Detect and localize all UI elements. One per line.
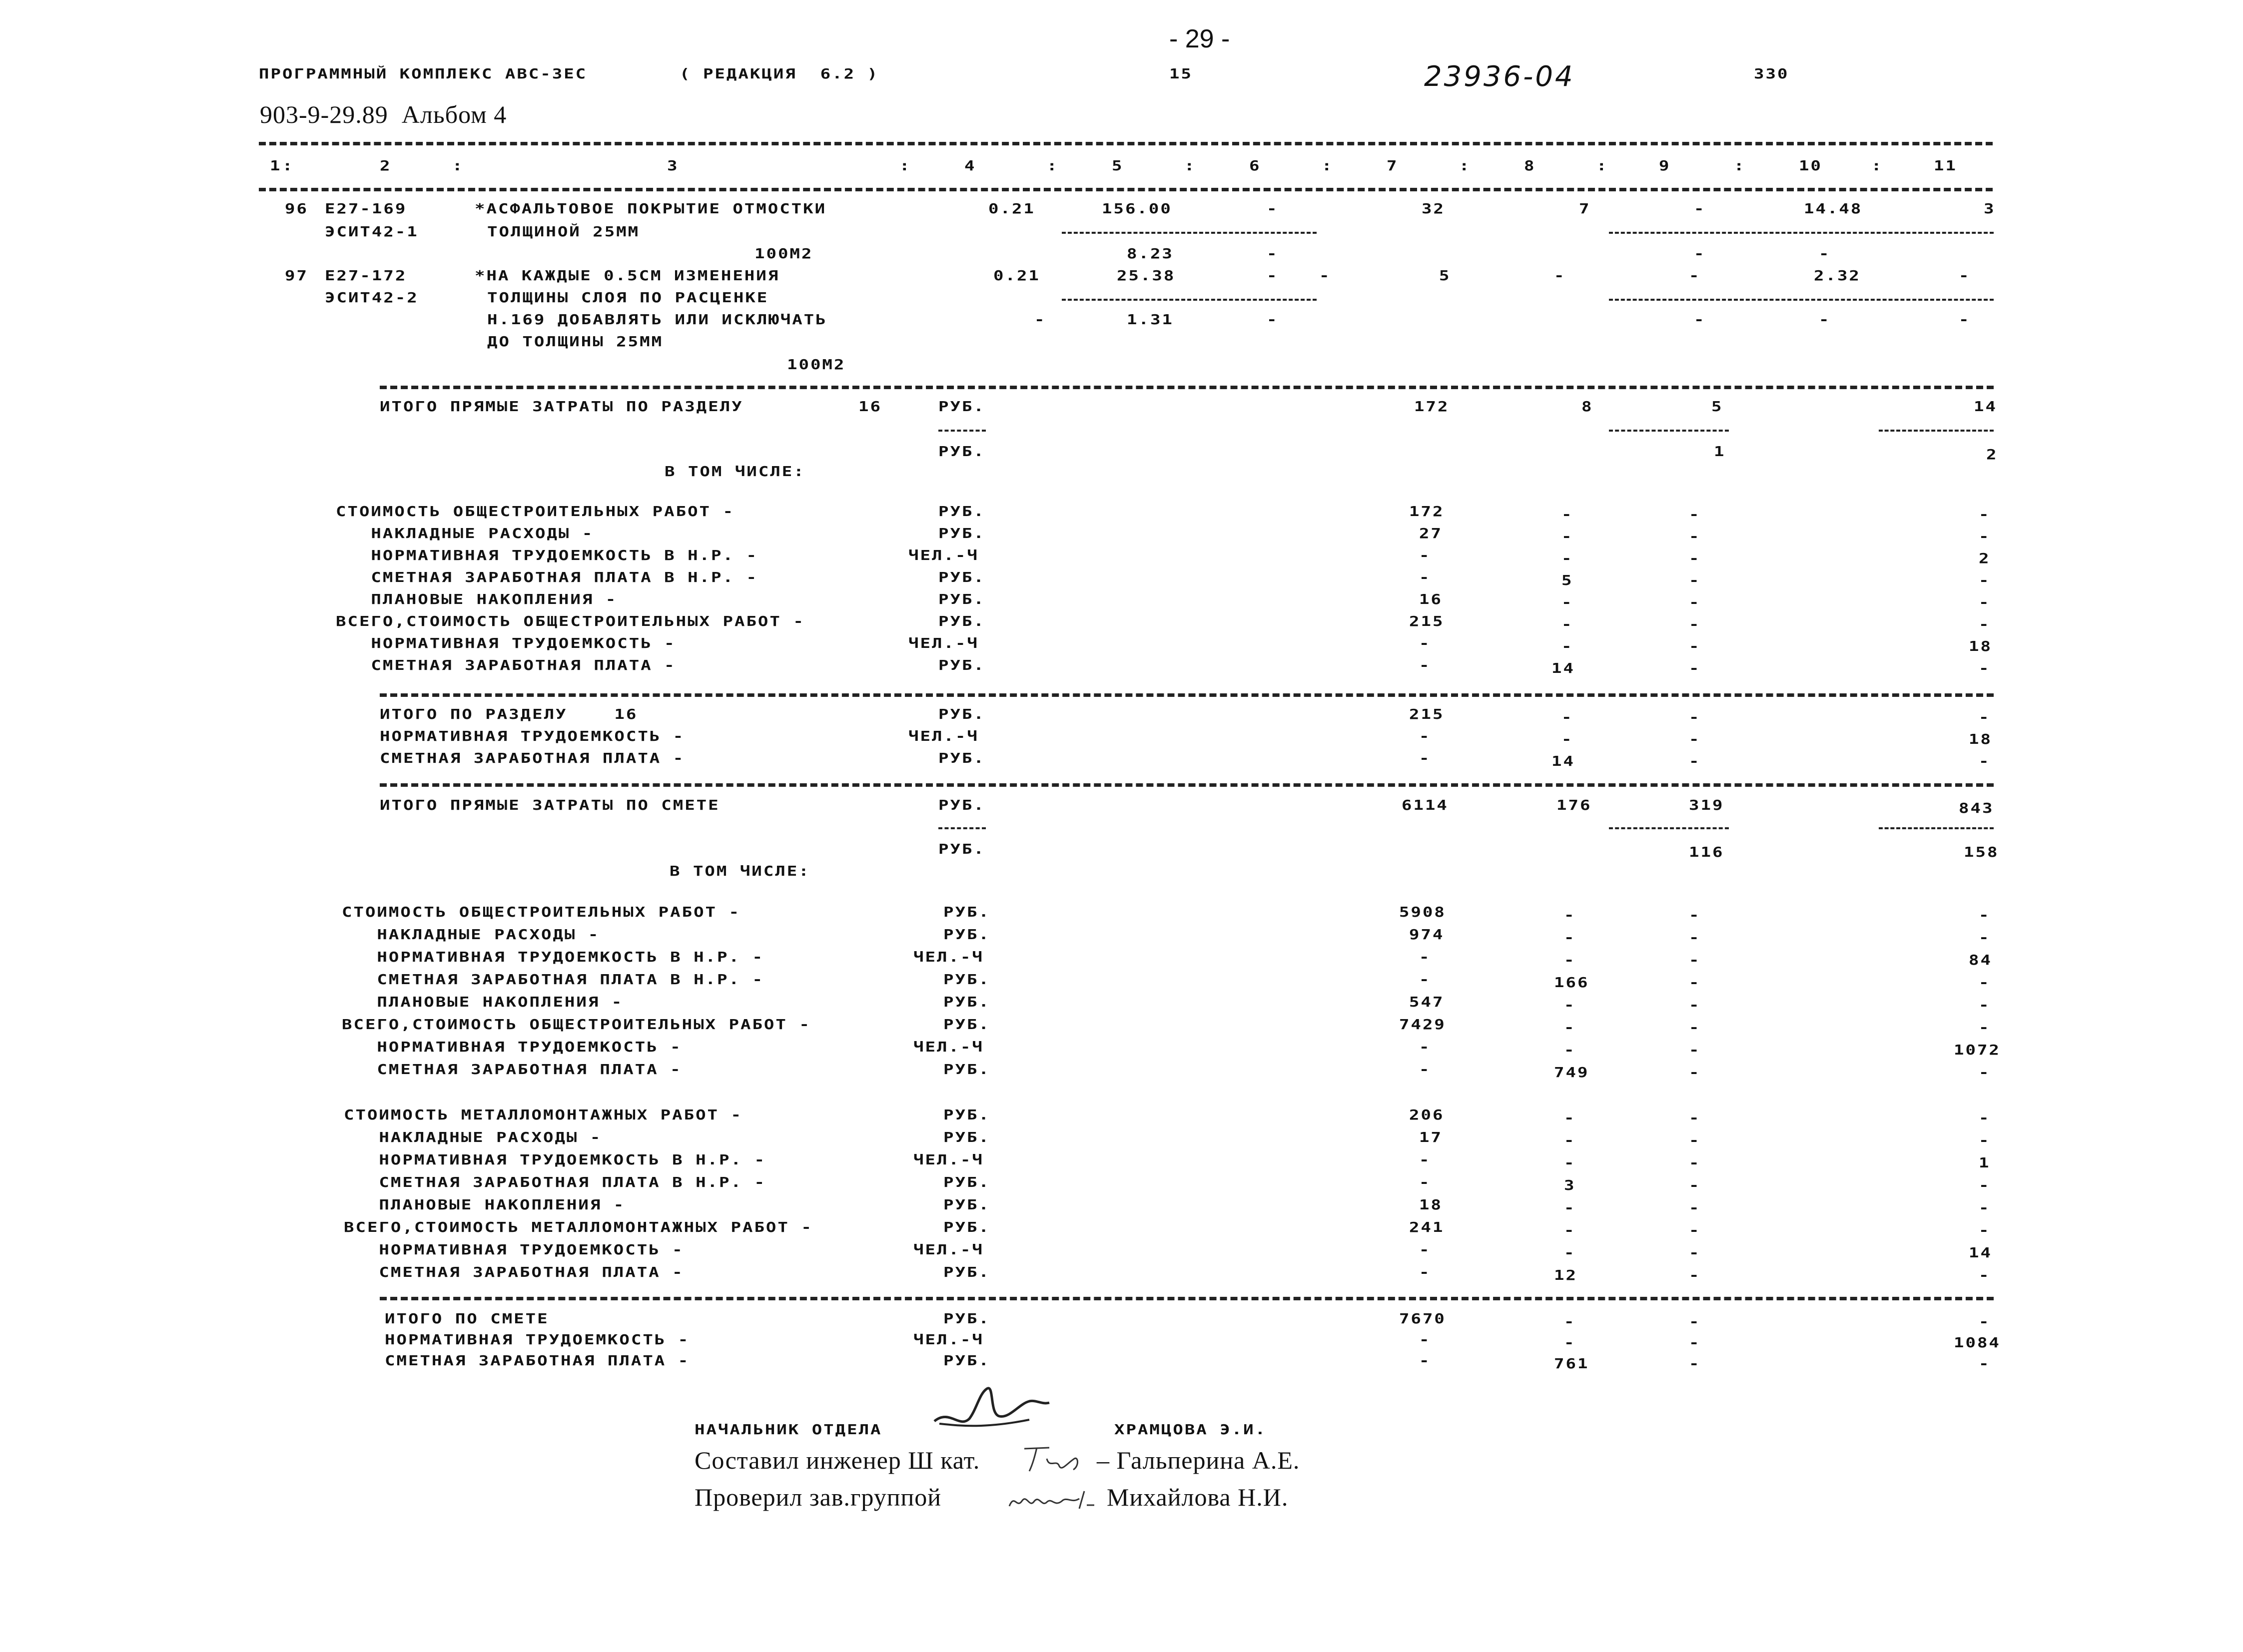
item-number: 96 <box>285 200 308 217</box>
section-total-number: 16 <box>858 398 882 415</box>
cost-col8: 14 <box>1551 753 1575 770</box>
cost-col11: - <box>1979 1355 1991 1372</box>
item-col10-b: - <box>1819 311 1831 328</box>
cost-unit: РУБ. <box>943 1352 990 1369</box>
cost-col7: 241 <box>1409 1219 1445 1236</box>
item-description: ТОЛЩИНОЙ 25ММ <box>487 223 640 240</box>
cost-col8: - <box>1564 1199 1576 1216</box>
cost-label: СМЕТНАЯ ЗАРАБОТНАЯ ПЛАТА - <box>342 1061 682 1078</box>
row-divider <box>1609 299 1994 301</box>
col-header-5: 5 <box>1112 157 1124 174</box>
col-separator: : <box>1047 157 1059 174</box>
cost-col9: - <box>1689 952 1701 969</box>
sub-divider <box>938 430 986 432</box>
cost-col11: 18 <box>1969 638 1992 655</box>
sub-divider <box>1879 827 1994 829</box>
cost-col9: - <box>1689 1222 1701 1239</box>
cost-col7: - <box>1419 569 1431 586</box>
cost-col9: - <box>1689 1132 1701 1149</box>
cost-col11: - <box>1979 594 1991 611</box>
cost-col8: - <box>1564 1313 1576 1330</box>
col-separator: : <box>1596 157 1608 174</box>
head-signature <box>929 1374 1059 1444</box>
item-col8: 7 <box>1579 200 1591 217</box>
cost-unit: РУБ. <box>943 971 990 988</box>
program-name: ПРОГРАММНЫЙ КОМПЛЕКС АВС-3ЕС <box>259 65 588 82</box>
cost-col11: - <box>1979 1064 1991 1081</box>
cost-label: НОРМАТИВНАЯ ТРУДОЕМКОСТЬ В Н.Р. - <box>342 949 764 966</box>
cost-col9: - <box>1689 731 1701 748</box>
section-total-col9: 5 <box>1711 398 1723 415</box>
cost-col8: - <box>1564 1222 1576 1239</box>
compiled-title: Составил инженер Ш кат. <box>695 1446 980 1474</box>
cost-col7: - <box>1419 750 1431 767</box>
including-label: В ТОМ ЧИСЛЕ: <box>665 463 805 480</box>
cost-unit: РУБ. <box>943 1219 990 1236</box>
estimate-total-col11-b: 158 <box>1964 844 1999 861</box>
item-col7: 5 <box>1439 267 1451 284</box>
cost-col8: - <box>1561 616 1573 633</box>
section-total-col9-b: 1 <box>1714 443 1726 460</box>
cost-unit: ЧЕЛ.-Ч <box>908 635 979 652</box>
cost-label: ВСЕГО,СТОИМОСТЬ ОБЩЕСТРОИТЕЛЬНЫХ РАБОТ - <box>342 1016 811 1033</box>
cost-col7: 17 <box>1419 1129 1443 1146</box>
cost-col11: - <box>1979 1019 1991 1036</box>
cost-col7: - <box>1419 1174 1431 1191</box>
cost-col9: - <box>1689 709 1701 726</box>
cost-col11: - <box>1979 572 1991 589</box>
cost-label: СМЕТНАЯ ЗАРАБОТНАЯ ПЛАТА - <box>385 1352 690 1369</box>
cost-label: НАКЛАДНЫЕ РАСХОДЫ - <box>336 525 594 542</box>
checked-signature <box>1004 1486 1099 1516</box>
item-col6-extra: - <box>1319 267 1331 284</box>
including-label-2: В ТОМ ЧИСЛЕ: <box>670 863 810 880</box>
item-col9: - <box>1694 200 1706 217</box>
cost-col7: 5908 <box>1399 904 1446 921</box>
cost-label: СТОИМОСТЬ ОБЩЕСТРОИТЕЛЬНЫХ РАБОТ - <box>336 503 735 520</box>
cost-unit: РУБ. <box>943 1196 990 1213</box>
cost-label: НОРМАТИВНАЯ ТРУДОЕМКОСТЬ В Н.Р. - <box>344 1151 766 1168</box>
section-total-col8: 8 <box>1581 398 1593 415</box>
cost-col11: 1 <box>1979 1154 1991 1171</box>
cost-unit: РУБ. <box>943 1174 990 1191</box>
estimate-total-col8: 176 <box>1556 797 1592 814</box>
col-header-9: 9 <box>1659 157 1671 174</box>
cost-label: НОРМАТИВНАЯ ТРУДОЕМКОСТЬ В Н.Р. - <box>336 547 758 564</box>
item-col10: 14.48 <box>1804 200 1863 217</box>
item-code: Е27-169 <box>325 200 407 217</box>
cost-col8: - <box>1561 731 1573 748</box>
sub-divider <box>1609 827 1729 829</box>
cost-col9: - <box>1689 572 1701 589</box>
cost-unit: РУБ. <box>943 1310 990 1327</box>
cost-label: СМЕТНАЯ ЗАРАБОТНАЯ ПЛАТА В Н.Р. - <box>344 1174 766 1191</box>
cost-col8: 749 <box>1554 1064 1589 1081</box>
cost-col11: - <box>1979 929 1991 946</box>
col-header-4: 4 <box>964 157 976 174</box>
cost-label: НАКЛАДНЫЕ РАСХОДЫ - <box>342 926 600 943</box>
cost-col7: 206 <box>1409 1106 1445 1123</box>
cost-col9: - <box>1689 550 1701 567</box>
col-header-3: 3 <box>667 157 679 174</box>
cost-col7: - <box>1419 657 1431 674</box>
cost-col9: - <box>1689 594 1701 611</box>
cost-unit: РУБ. <box>943 994 990 1011</box>
row-divider <box>1062 299 1317 301</box>
cost-col8: - <box>1564 1109 1576 1126</box>
cost-col7: - <box>1419 635 1431 652</box>
section-total-unit: РУБ. <box>938 398 985 415</box>
page-number: - 29 - <box>1169 24 1230 53</box>
cost-label: СМЕТНАЯ ЗАРАБОТНАЯ ПЛАТА В Н.Р. - <box>336 569 758 586</box>
cost-col8: - <box>1561 709 1573 726</box>
cost-col8: - <box>1564 1019 1576 1036</box>
cost-col9: - <box>1689 907 1701 924</box>
col-header-10: 10 <box>1799 157 1822 174</box>
cost-col9: - <box>1689 506 1701 523</box>
cost-col7: - <box>1419 1241 1431 1258</box>
cost-col8: 12 <box>1554 1267 1577 1284</box>
cost-col7: 215 <box>1409 613 1445 630</box>
cost-col9: - <box>1689 997 1701 1014</box>
cost-col9: - <box>1689 929 1701 946</box>
cost-col11: 84 <box>1969 952 1992 969</box>
cost-col7: - <box>1419 1039 1431 1056</box>
item-quantity: 0.21 <box>993 267 1040 284</box>
section-total-col11-b: 2 <box>1986 446 1998 463</box>
block-rule <box>380 1297 1994 1300</box>
cost-col9: - <box>1689 1064 1701 1081</box>
checked-name: Михайлова Н.И. <box>1107 1483 1289 1511</box>
compiled-signature <box>1019 1439 1094 1479</box>
col-separator: : <box>1184 157 1196 174</box>
cost-col7: - <box>1419 949 1431 966</box>
block-rule <box>380 693 1994 697</box>
cost-unit: ЧЕЛ.-Ч <box>913 1331 984 1348</box>
cost-col9: - <box>1689 1042 1701 1059</box>
item-col5-a: 25.38 <box>1117 267 1176 284</box>
sub-divider <box>938 827 986 829</box>
col-header-8: 8 <box>1524 157 1536 174</box>
item-col7: 32 <box>1422 200 1445 217</box>
cost-col8: - <box>1564 1042 1576 1059</box>
estimate-total-label: ИТОГО ПРЯМЫЕ ЗАТРАТЫ ПО СМЕТЕ <box>380 797 720 814</box>
cost-col7: 16 <box>1419 591 1443 608</box>
col-header-1: 1 <box>270 157 282 174</box>
cost-col11: - <box>1979 506 1991 523</box>
cost-label: НОРМАТИВНАЯ ТРУДОЕМКОСТЬ - <box>342 1039 682 1056</box>
cost-col11: - <box>1979 974 1991 991</box>
item-col6: - <box>1267 200 1279 217</box>
cost-col11: - <box>1979 1109 1991 1126</box>
cost-col9: - <box>1689 638 1701 655</box>
item-unit: 100М2 <box>754 245 813 262</box>
item-col9: - <box>1689 267 1701 284</box>
col-separator: : <box>1734 157 1746 174</box>
document-code: 23936-04 <box>1424 60 1575 93</box>
cost-unit: РУБ. <box>938 591 985 608</box>
cost-col7: - <box>1419 1264 1431 1281</box>
cost-col9: - <box>1689 1199 1701 1216</box>
cost-col7: 215 <box>1409 706 1445 723</box>
cost-col11: - <box>1979 660 1991 677</box>
head-name: ХРАМЦОВА Э.И. <box>1114 1421 1267 1438</box>
sub-divider <box>1879 430 1994 432</box>
cost-col11: 2 <box>1979 550 1991 567</box>
cost-col11: 18 <box>1969 731 1992 748</box>
cost-col9: - <box>1689 1109 1701 1126</box>
cost-label: ПЛАНОВЫЕ НАКОПЛЕНИЯ - <box>342 994 624 1011</box>
cost-col8: 761 <box>1554 1355 1589 1372</box>
cost-label: НАКЛАДНЫЕ РАСХОДЫ - <box>344 1129 602 1146</box>
cost-col7: 7429 <box>1399 1016 1446 1033</box>
cost-col8: - <box>1564 907 1576 924</box>
header-top-rule <box>259 142 1993 145</box>
estimate-total-unit-2: РУБ. <box>938 841 985 858</box>
cost-col7: - <box>1419 1331 1431 1348</box>
cost-col7: - <box>1419 1352 1431 1369</box>
cost-unit: ЧЕЛ.-Ч <box>913 1241 984 1258</box>
cost-unit: ЧЕЛ.-Ч <box>913 949 984 966</box>
cost-col9: - <box>1689 1334 1701 1351</box>
cost-col11: - <box>1979 1222 1991 1239</box>
cost-label: СМЕТНАЯ ЗАРАБОТНАЯ ПЛАТА В Н.Р. - <box>342 971 764 988</box>
cost-col11: - <box>1979 709 1991 726</box>
cost-col8: - <box>1561 506 1573 523</box>
cost-col8: 3 <box>1564 1177 1576 1194</box>
cost-col7: - <box>1419 728 1431 745</box>
head-title: НАЧАЛЬНИК ОТДЕЛА <box>695 1421 882 1438</box>
cost-label: НОРМАТИВНАЯ ТРУДОЕМКОСТЬ - <box>336 635 676 652</box>
cost-col7: 172 <box>1409 503 1445 520</box>
cost-col8: 166 <box>1554 974 1589 991</box>
item-col11: 3 <box>1984 200 1996 217</box>
col-header-7: 7 <box>1387 157 1399 174</box>
cost-unit: РУБ. <box>938 569 985 586</box>
cost-unit: ЧЕЛ.-Ч <box>908 547 979 564</box>
item-col10-b: - <box>1819 245 1831 262</box>
cost-col11: - <box>1979 616 1991 633</box>
cost-col7: 27 <box>1419 525 1443 542</box>
item-code: Е27-172 <box>325 267 407 284</box>
cost-col11: - <box>1979 1132 1991 1149</box>
cost-col9: - <box>1689 1154 1701 1171</box>
cost-col11: - <box>1979 1177 1991 1194</box>
col-separator: : <box>452 157 464 174</box>
cost-unit: РУБ. <box>943 904 990 921</box>
program-edition: ( РЕДАКЦИЯ 6.2 ) <box>680 65 879 82</box>
item-description: *АСФАЛЬТОВОЕ ПОКРЫТИЕ ОТМОСТКИ <box>475 200 827 217</box>
cost-col9: - <box>1689 1313 1701 1330</box>
row-divider <box>1062 232 1317 234</box>
section-total-col7: 172 <box>1414 398 1450 415</box>
cost-col8: - <box>1564 1154 1576 1171</box>
estimate-total-col7: 6114 <box>1402 797 1449 814</box>
cost-col8: - <box>1564 1132 1576 1149</box>
cost-col9: - <box>1689 974 1701 991</box>
item-col4-b: - <box>1034 311 1046 328</box>
cost-label: СТОИМОСТЬ МЕТАЛЛОМОНТАЖНЫХ РАБОТ - <box>344 1106 743 1123</box>
cost-col11: - <box>1979 997 1991 1014</box>
cost-label: СМЕТНАЯ ЗАРАБОТНАЯ ПЛАТА - <box>380 750 685 767</box>
section-total-label: ИТОГО ПРЯМЫЕ ЗАТРАТЫ ПО РАЗДЕЛУ <box>380 398 744 415</box>
item-unit: 100М2 <box>787 356 846 373</box>
cost-col8: 14 <box>1551 660 1575 677</box>
cost-label: ПЛАНОВЫЕ НАКОПЛЕНИЯ - <box>336 591 618 608</box>
cost-col7: 974 <box>1409 926 1445 943</box>
item-col5-b: 1.31 <box>1127 311 1174 328</box>
section-rule <box>380 386 1994 389</box>
item-col11-b: - <box>1959 311 1971 328</box>
estimate-total-col9-b: 116 <box>1689 844 1724 861</box>
cost-label: НОРМАТИВНАЯ ТРУДОЕМКОСТЬ - <box>380 728 685 745</box>
cost-col11: - <box>1979 753 1991 770</box>
item-number: 97 <box>285 267 308 284</box>
col-separator: : <box>899 157 911 174</box>
cost-unit: РУБ. <box>938 750 985 767</box>
item-description: ТОЛЩИНЫ СЛОЯ ПО РАСЦЕНКЕ <box>487 289 769 306</box>
item-col6: - <box>1267 267 1279 284</box>
cost-col11: 1072 <box>1954 1042 2001 1059</box>
cost-unit: РУБ. <box>938 525 985 542</box>
cost-unit: РУБ. <box>943 1129 990 1146</box>
cost-label: СМЕТНАЯ ЗАРАБОТНАЯ ПЛАТА - <box>344 1264 684 1281</box>
cost-col7: - <box>1419 971 1431 988</box>
col-header-11: 11 <box>1934 157 1957 174</box>
col-separator: : <box>1322 157 1334 174</box>
cost-col8: 5 <box>1561 572 1573 589</box>
cost-col7: - <box>1419 1151 1431 1168</box>
section-total-unit-2: РУБ. <box>938 443 985 460</box>
cost-col7: 18 <box>1419 1196 1443 1213</box>
section-total-col11: 14 <box>1974 398 1997 415</box>
estimate-total-col9: 319 <box>1689 797 1724 814</box>
cost-col8: - <box>1561 550 1573 567</box>
block-rule <box>380 783 1994 787</box>
cost-col11: - <box>1979 1199 1991 1216</box>
cost-unit: РУБ. <box>943 926 990 943</box>
cost-col8: - <box>1561 528 1573 545</box>
cost-col8: - <box>1561 638 1573 655</box>
cost-col8: - <box>1564 929 1576 946</box>
item-col5-a: 156.00 <box>1102 200 1172 217</box>
cost-label: СТОИМОСТЬ ОБЩЕСТРОИТЕЛЬНЫХ РАБОТ - <box>342 904 741 921</box>
cost-unit: ЧЕЛ.-Ч <box>913 1039 984 1056</box>
estimate-total-unit: РУБ. <box>938 797 985 814</box>
compiled-name: – Гальперина А.Е. <box>1097 1446 1300 1474</box>
cost-unit: РУБ. <box>938 503 985 520</box>
item-code-secondary: ЭСИТ42-1 <box>325 223 419 240</box>
cost-col8: - <box>1561 594 1573 611</box>
compiled-name-text: Гальперина А.Е. <box>1116 1446 1300 1474</box>
cost-col9: - <box>1689 1267 1701 1284</box>
item-col6-b: - <box>1267 311 1279 328</box>
cost-unit: РУБ. <box>943 1264 990 1281</box>
cost-col11: - <box>1979 1313 1991 1330</box>
estimate-total-col11: 843 <box>1959 800 1994 817</box>
cost-col9: - <box>1689 1177 1701 1194</box>
col-separators: : <box>282 157 294 174</box>
item-description: ДО ТОЛЩИНЫ 25ММ <box>487 333 664 350</box>
cost-label: ИТОГО ПО СМЕТЕ <box>385 1310 549 1327</box>
cost-unit: РУБ. <box>938 613 985 630</box>
cost-label: ПЛАНОВЫЕ НАКОПЛЕНИЯ - <box>344 1196 626 1213</box>
cost-col9: - <box>1689 1244 1701 1261</box>
item-description: *НА КАЖДЫЕ 0.5СМ ИЗМЕНЕНИЯ <box>475 267 780 284</box>
cost-col8: - <box>1564 997 1576 1014</box>
cost-unit: ЧЕЛ.-Ч <box>908 728 979 745</box>
cost-unit: РУБ. <box>938 706 985 723</box>
cost-col9: - <box>1689 1355 1701 1372</box>
cost-col7: - <box>1419 1061 1431 1078</box>
item-col9-b: - <box>1694 245 1706 262</box>
cost-label: СМЕТНАЯ ЗАРАБОТНАЯ ПЛАТА - <box>336 657 676 674</box>
cost-col11: - <box>1979 907 1991 924</box>
sheet-number: 15 <box>1169 65 1193 82</box>
item-col11: - <box>1959 267 1971 284</box>
item-col8: - <box>1554 267 1566 284</box>
cost-col9: - <box>1689 660 1701 677</box>
document-num: 330 <box>1754 65 1789 82</box>
cost-unit: РУБ. <box>943 1016 990 1033</box>
sub-divider <box>1609 430 1729 432</box>
item-col5-b: 8.23 <box>1127 245 1174 262</box>
cost-col9: - <box>1689 616 1701 633</box>
cost-col7: 547 <box>1409 994 1445 1011</box>
cost-unit: РУБ. <box>943 1106 990 1123</box>
cost-label: ВСЕГО,СТОИМОСТЬ ОБЩЕСТРОИТЕЛЬНЫХ РАБОТ - <box>336 613 805 630</box>
cost-col9: - <box>1689 528 1701 545</box>
cost-label: ИТОГО ПО РАЗДЕЛУ 16 <box>380 706 638 723</box>
item-col6-b: - <box>1267 245 1279 262</box>
cost-label: НОРМАТИВНАЯ ТРУДОЕМКОСТЬ - <box>385 1331 690 1348</box>
row-divider <box>1609 232 1994 234</box>
cost-col11: - <box>1979 1267 1991 1284</box>
checked-title: Проверил зав.группой <box>695 1483 941 1511</box>
col-separator: : <box>1871 157 1883 174</box>
cost-label: НОРМАТИВНАЯ ТРУДОЕМКОСТЬ - <box>344 1241 684 1258</box>
cost-col11: 1084 <box>1954 1334 2001 1351</box>
cost-col11: - <box>1979 528 1991 545</box>
cost-col7: 7670 <box>1399 1310 1446 1327</box>
item-description: Н.169 ДОБАВЛЯТЬ ИЛИ ИСКЛЮЧАТЬ <box>487 311 827 328</box>
cost-col9: - <box>1689 1019 1701 1036</box>
cost-unit: РУБ. <box>943 1061 990 1078</box>
cost-col7: - <box>1419 547 1431 564</box>
album-label: 903-9-29.89 Альбом 4 <box>260 100 507 128</box>
cost-col8: - <box>1564 1334 1576 1351</box>
cost-col8: - <box>1564 952 1576 969</box>
item-quantity: 0.21 <box>988 200 1035 217</box>
col-separator: : <box>1459 157 1471 174</box>
col-header-6: 6 <box>1249 157 1261 174</box>
cost-unit: ЧЕЛ.-Ч <box>913 1151 984 1168</box>
cost-col11: 14 <box>1969 1244 1992 1261</box>
item-code-secondary: ЭСИТ42-2 <box>325 289 419 306</box>
item-col10: 2.32 <box>1814 267 1861 284</box>
col-header-2: 2 <box>380 157 392 174</box>
header-bottom-rule <box>259 188 1993 191</box>
cost-unit: РУБ. <box>938 657 985 674</box>
cost-col8: - <box>1564 1244 1576 1261</box>
cost-label: ВСЕГО,СТОИМОСТЬ МЕТАЛЛОМОНТАЖНЫХ РАБОТ - <box>344 1219 813 1236</box>
item-col9-b: - <box>1694 311 1706 328</box>
cost-col9: - <box>1689 753 1701 770</box>
